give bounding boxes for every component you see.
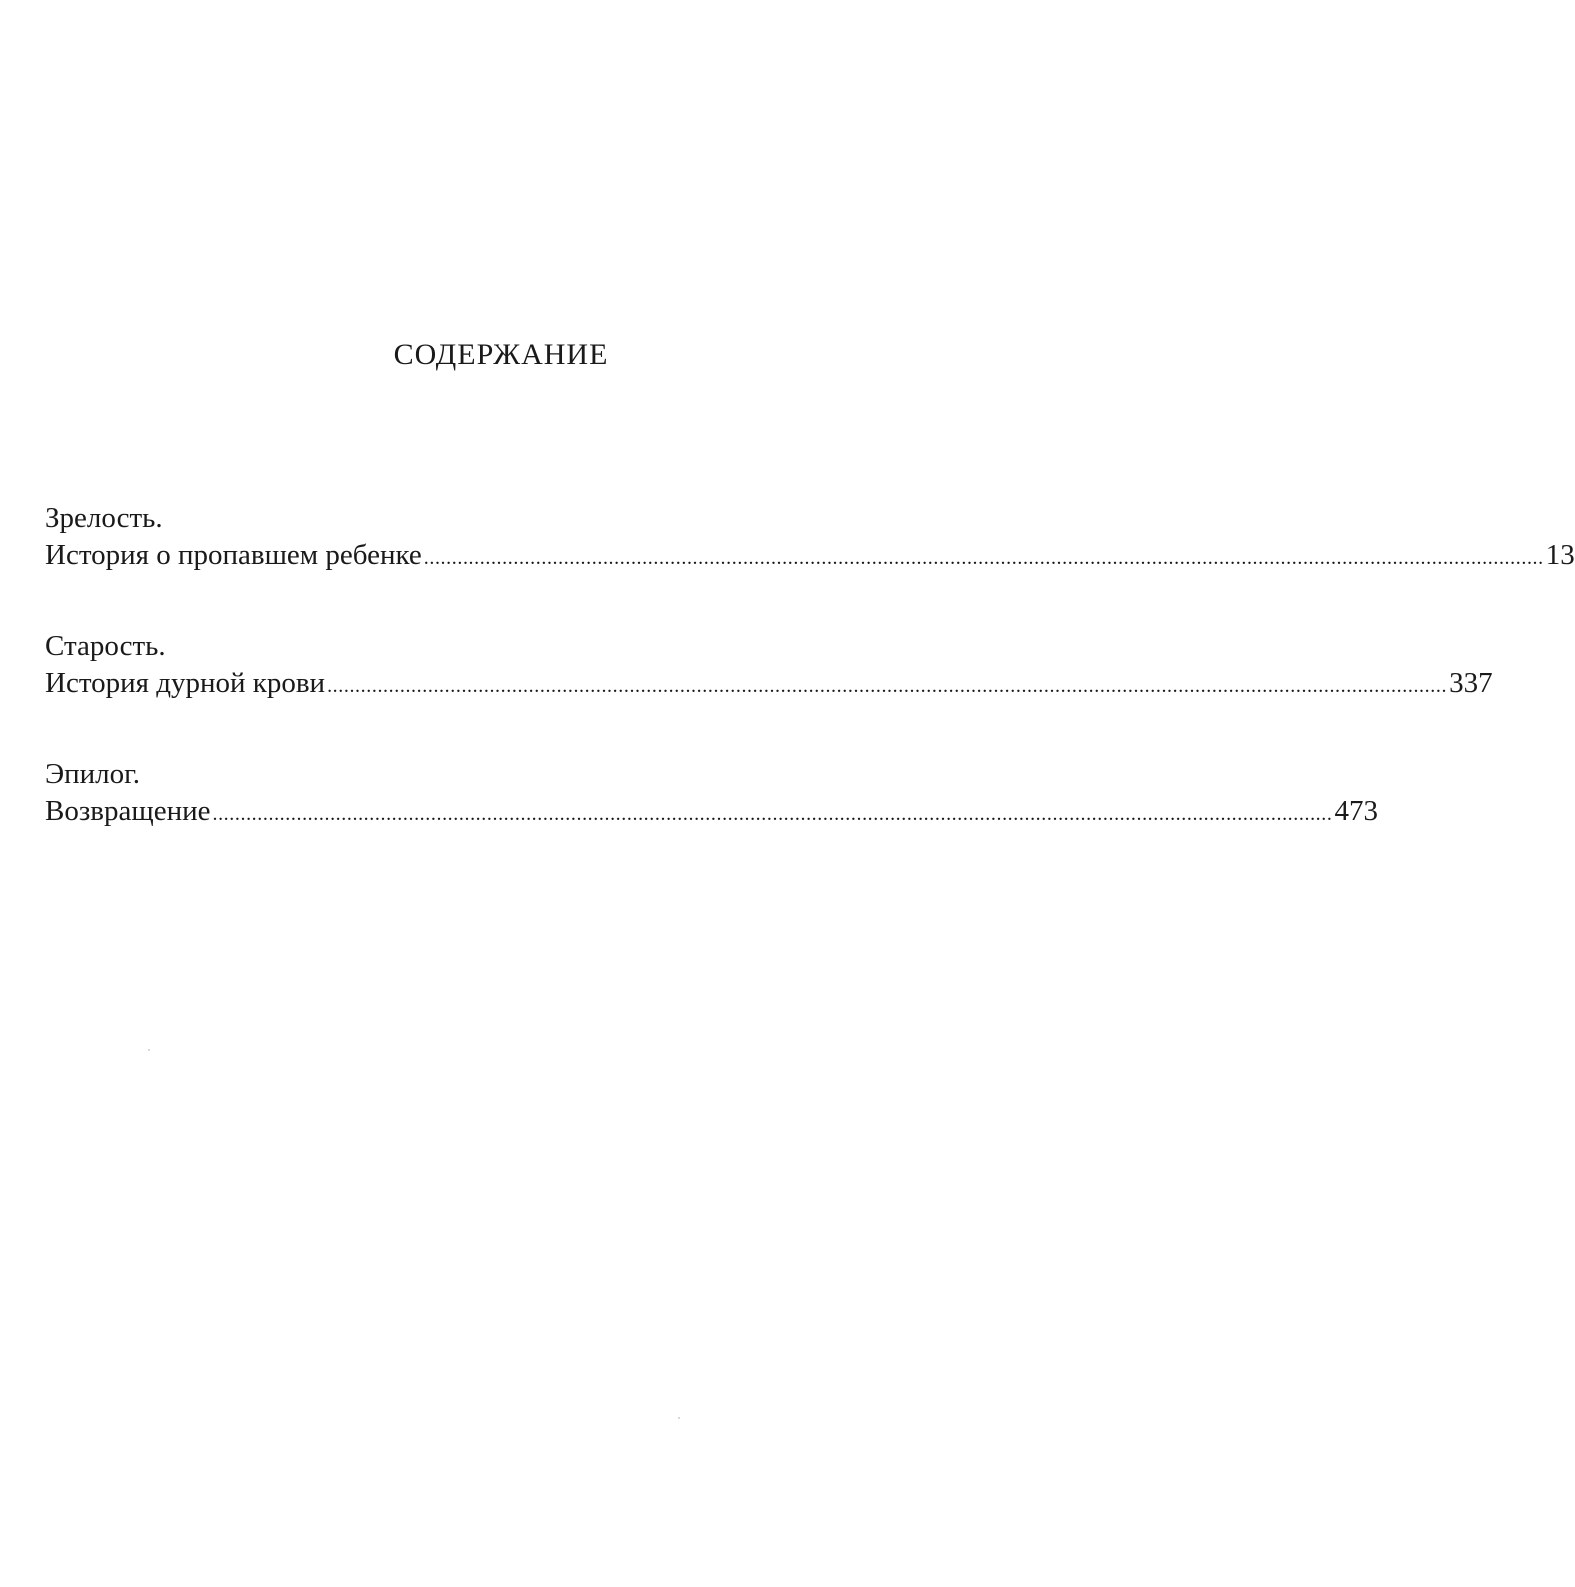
toc-line: [45, 664, 1493, 704]
scan-speck: [148, 1049, 150, 1051]
toc-chapter-title: Возвращение: [45, 795, 211, 827]
toc-page-number: 473: [1334, 795, 1378, 827]
toc-entry: [45, 628, 1493, 704]
toc-part-label: Старость.: [45, 630, 166, 662]
dot-leader: ........................................................................................................................................................................................................: [212, 803, 1333, 825]
page-title: СОДЕРЖАНИЕ: [393, 338, 609, 371]
dot-leader: ........................................................................................................................................................................................................: [327, 675, 1448, 697]
toc-page-number: 13: [1545, 539, 1575, 571]
toc-line: [45, 792, 1378, 832]
toc-page-number: 337: [1449, 667, 1493, 699]
toc-line: [45, 536, 1575, 576]
toc-chapter-title: История дурной крови: [45, 667, 326, 699]
dot-leader: ........................................................................................................................................................................................................: [423, 547, 1544, 569]
toc-entry: [45, 756, 1378, 832]
table-of-contents: [45, 500, 1575, 884]
toc-part-label: Эпилог.: [45, 758, 141, 790]
toc-chapter-title: История о пропавшем ребенке: [45, 539, 422, 571]
toc-part-label: Зрелость.: [45, 502, 163, 534]
toc-entry: [45, 500, 1575, 576]
scan-speck: [678, 1417, 680, 1419]
